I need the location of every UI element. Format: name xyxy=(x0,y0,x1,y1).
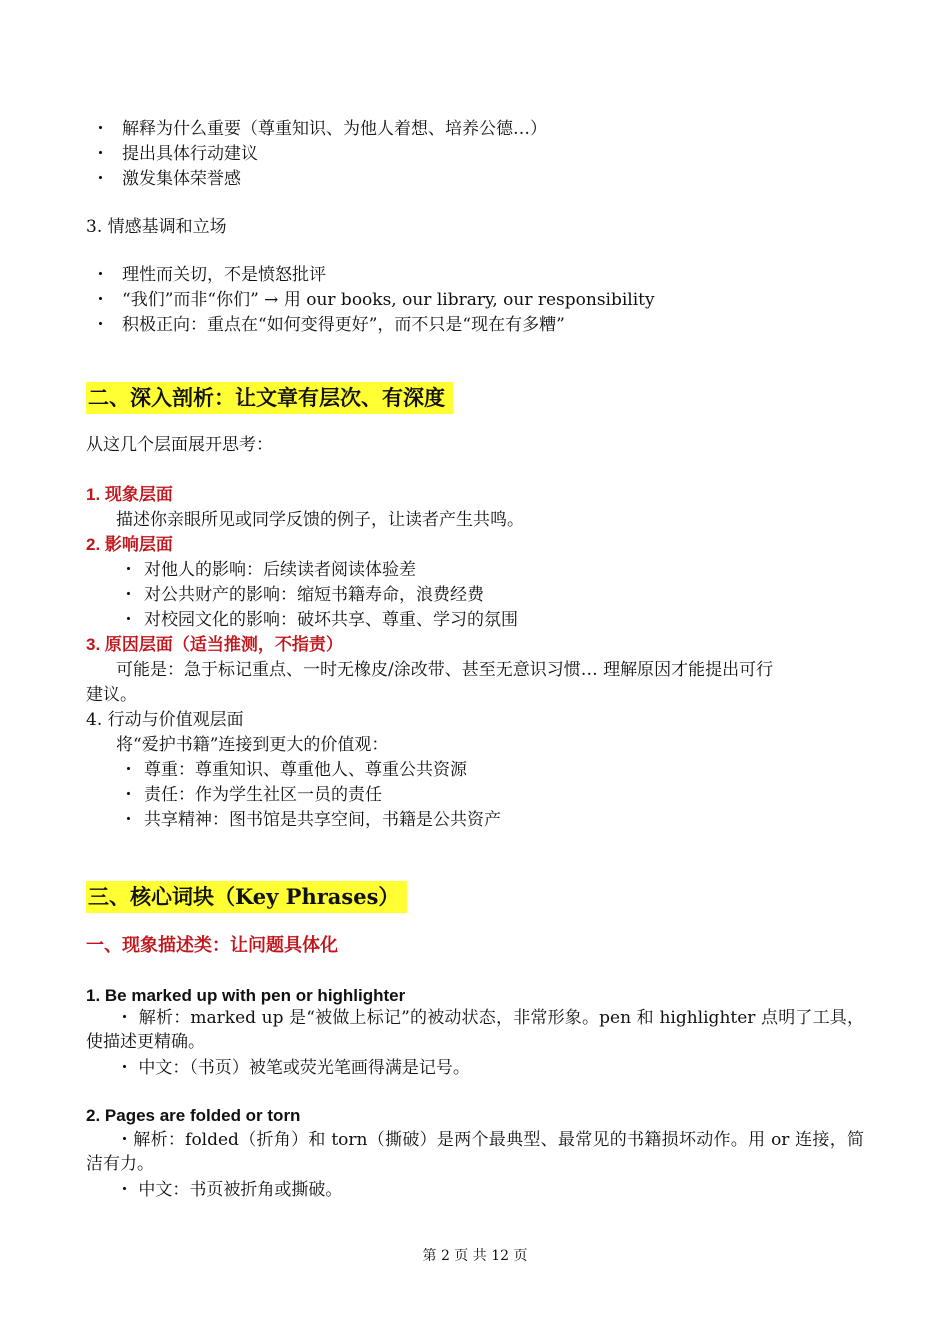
phrase-analysis: ・解析：folded（折角）和 torn（撕破）是两个最典型、最常见的书籍损坏动作。用 or 连接，简洁有力。 xyxy=(86,1130,864,1174)
list-item: ・ 对公共财产的影响：缩短书籍寿命，浪费经费 xyxy=(120,585,484,605)
level-title: 4. 行动与价值观层面 xyxy=(86,710,244,730)
section-intro: 从这几个层面展开思考： xyxy=(86,435,273,455)
list-item: ・ 对他人的影响：后续读者阅读体验差 xyxy=(120,560,416,580)
list-item: ・ 尊重：尊重知识、尊重他人、尊重公共资源 xyxy=(120,760,467,780)
level-text: 描述你亲眼所见或同学反馈的例子，让读者产生共鸣。 xyxy=(116,510,524,530)
level-title: 1. 现象层面 xyxy=(86,485,173,504)
phrase-chinese: ・ 中文：书页被折角或撕破。 xyxy=(116,1180,343,1200)
list-item: ・ “我们”而非“你们” → 用 our books, our library, our responsibility xyxy=(92,290,655,310)
list-item: ・ 提出具体行动建议 xyxy=(92,144,258,164)
item3-title: 3. 情感基调和立场 xyxy=(86,217,227,237)
list-item: ・ 对校园文化的影响：破坏共享、尊重、学习的氛围 xyxy=(120,610,518,630)
level-text: 可能是：急于标记重点、一时无橡皮/涂改带、甚至无意识习惯… 理解原因才能提出可行 xyxy=(116,660,774,680)
phrase-title: 2. Pages are folded or torn xyxy=(86,1106,301,1125)
list-item: ・ 理性而关切，不是愤怒批评 xyxy=(92,265,326,285)
list-item: ・ 激发集体荣誉感 xyxy=(92,169,241,189)
level-title: 3. 原因层面（适当推测，不指责） xyxy=(86,635,343,654)
list-item: ・ 解释为什么重要（尊重知识、为他人着想、培养公德…） xyxy=(92,119,547,139)
phrase-analysis: ・ 解析：marked up 是“被做上标记”的被动状态，非常形象。pen 和 highlighter 点明了工具，使描述更精确。 xyxy=(86,1008,864,1052)
list-item: ・ 责任：作为学生社区一员的责任 xyxy=(120,785,382,805)
level-title: 2. 影响层面 xyxy=(86,535,173,554)
level-text: 建议。 xyxy=(86,685,137,705)
page-footer: 第 2 页 共 12 页 xyxy=(422,1248,528,1264)
level-text: 将“爱护书籍”连接到更大的价值观： xyxy=(116,735,389,755)
subsection-title: 一、现象描述类：让问题具体化 xyxy=(86,935,338,956)
section-heading: 三、核心词块（Key Phrases） xyxy=(86,881,407,913)
phrase-chinese: ・ 中文：（书页）被笔或荧光笔画得满是记号。 xyxy=(116,1058,470,1078)
phrase-title: 1. Be marked up with pen or highlighter xyxy=(86,986,406,1005)
section-heading: 二、深入剖析：让文章有层次、有深度 xyxy=(86,382,453,414)
list-item: ・ 积极正向：重点在“如何变得更好”，而不只是“现在有多糟” xyxy=(92,315,565,335)
list-item: ・ 共享精神：图书馆是共享空间，书籍是公共资产 xyxy=(120,810,501,830)
